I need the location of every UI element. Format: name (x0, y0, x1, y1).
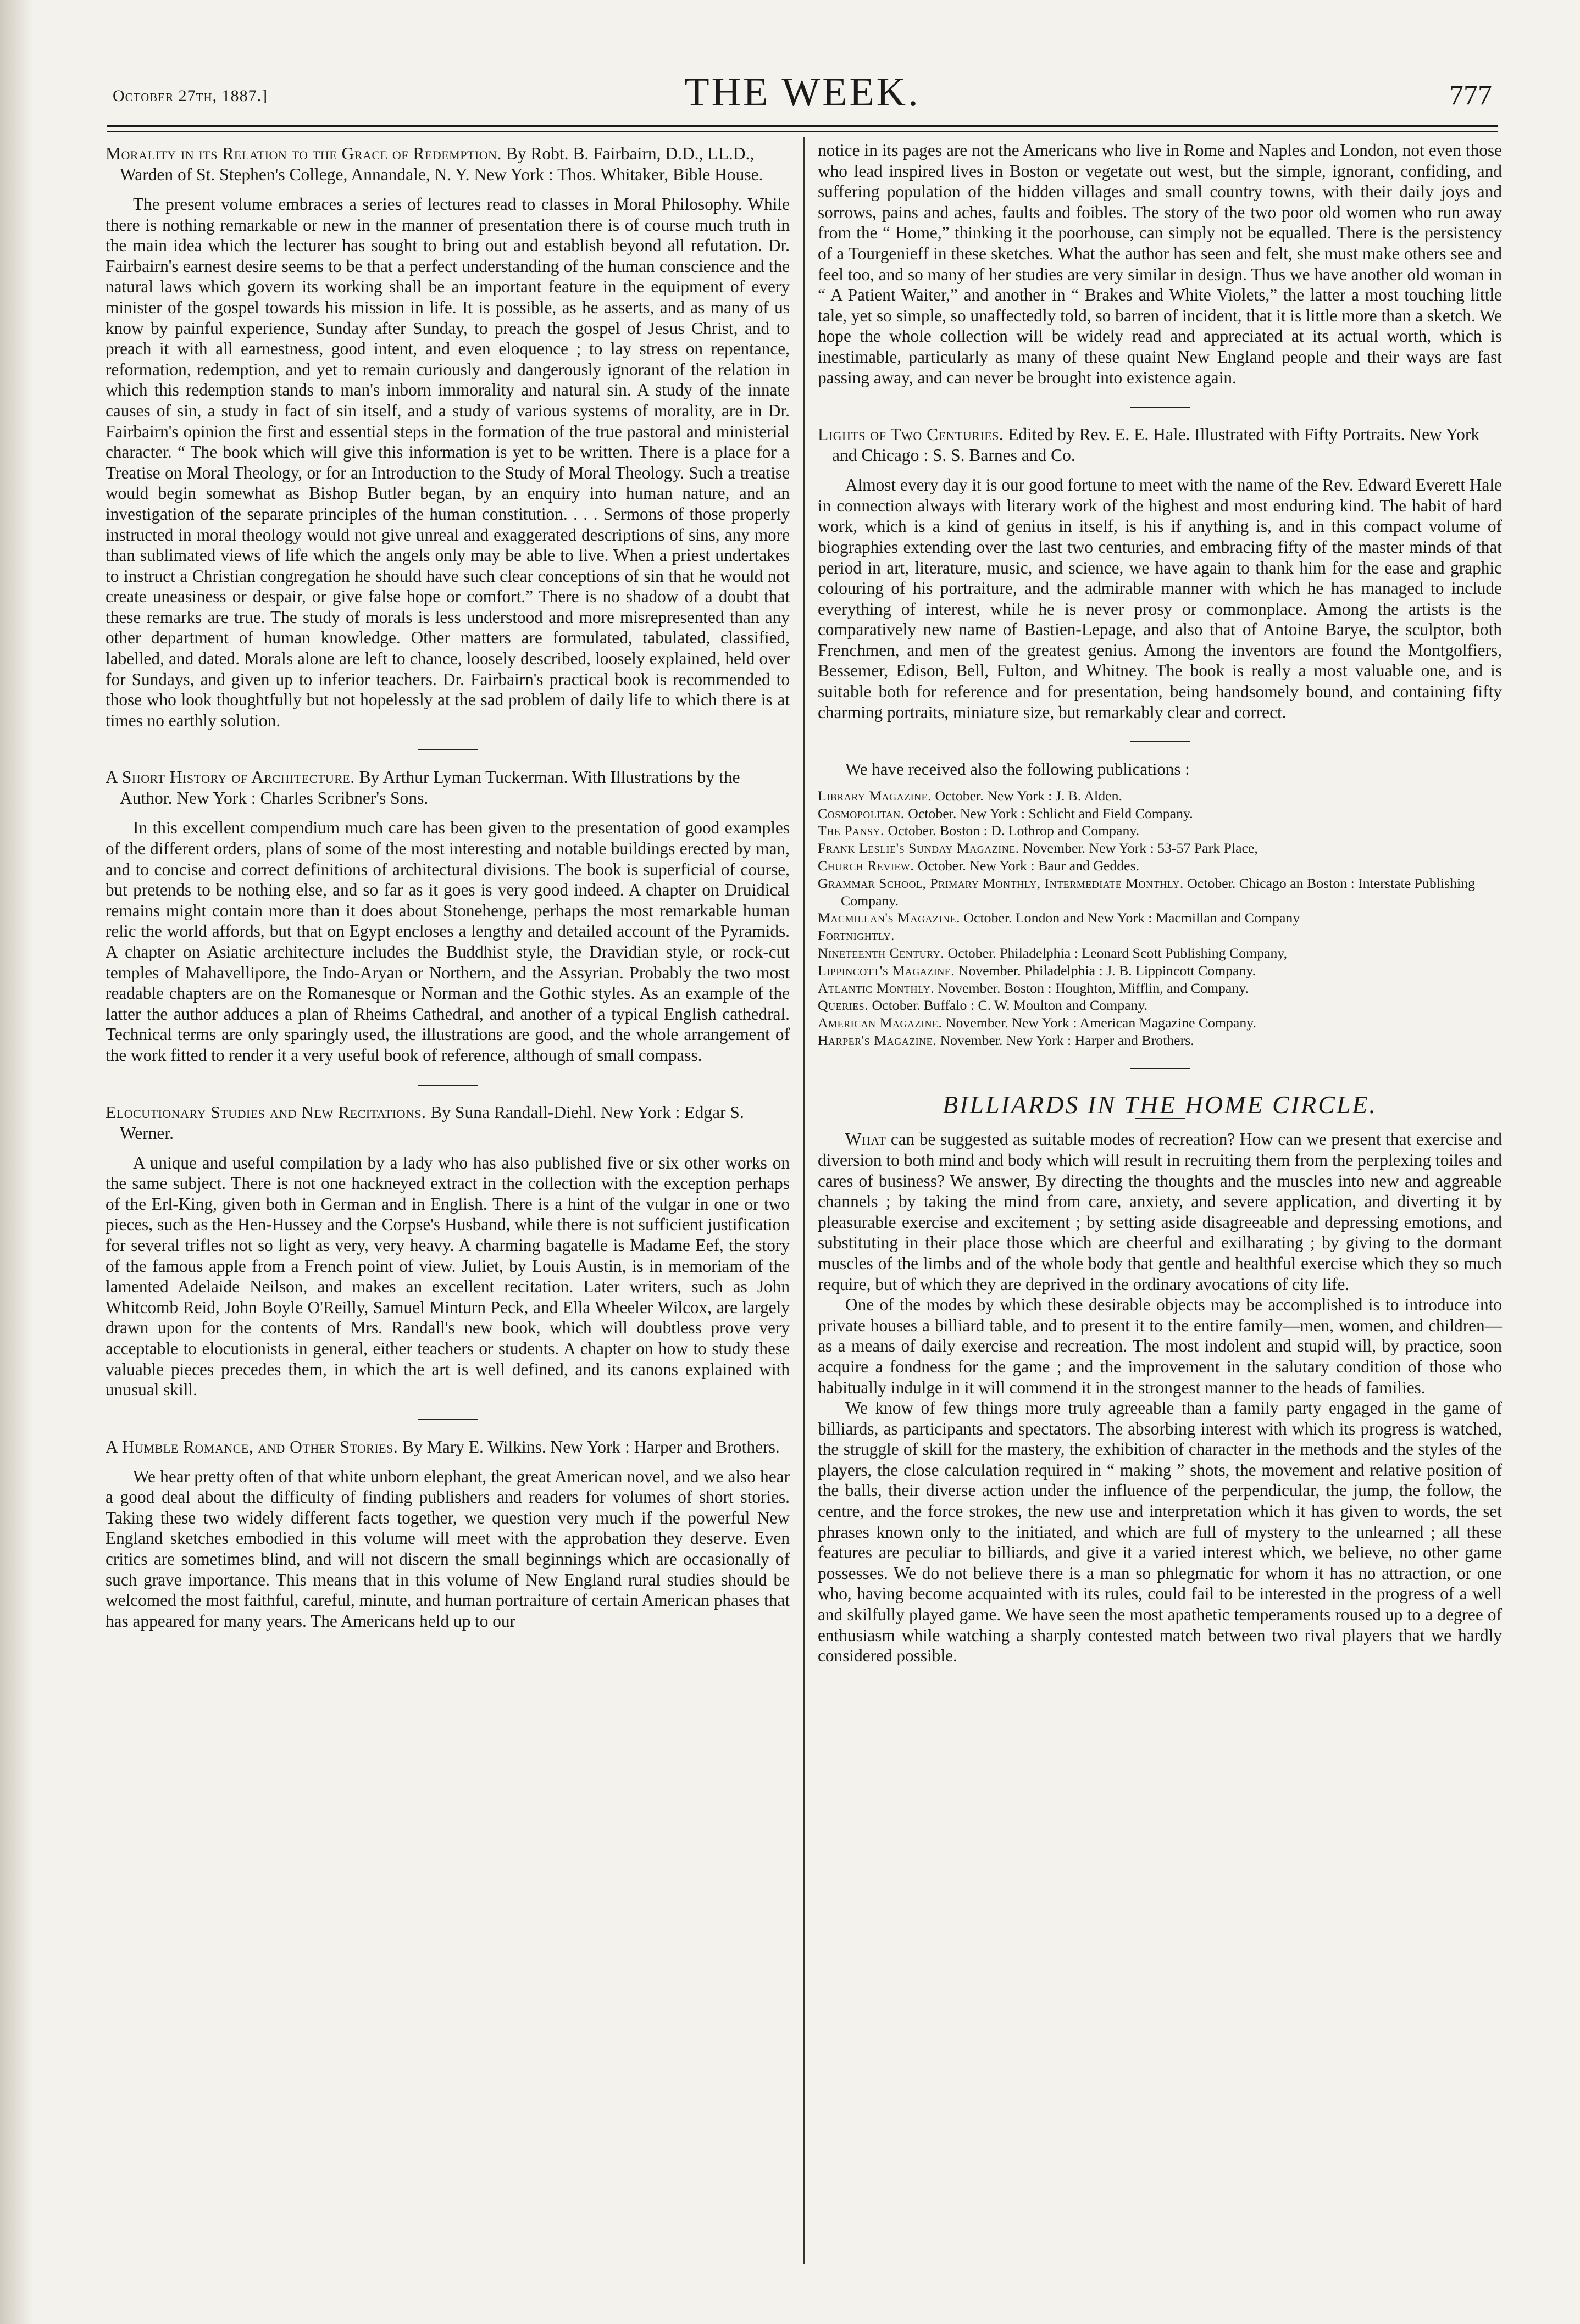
review-paragraph: In this excellent compendium much care has been given to the presentation of good examples of the different orders, plans of some of the most interesting and notable buildings erected by man, and to concise and correct definitions of architectural divisions. The book is superficial of course, but pretends to be nothing else, and so far as it goes is very good indeed. A chapter on Druidical remains might contain more than it does about Stonehenge, perhaps the most remarkable human relic the world affords, but that on Egypt encloses a lengthy and detailed account of the Pyramids. A chapter on Asiatic architecture includes the Buddhist style, the Dravidian style, or rock-cut temples of Mahavellipore, the Indo-Aryan or Northern, and the Assyrian. Probably the two most readable chapters are on the Romanesque or Norman and the Gothic styles. As an example of the latter the author adduces a plan of Rheims Cathedral, and another of a typical English cathedral. Technical terms are only sparingly used, the illustrations are good, and the whole arrangement of the work fitted to render it a very useful book of reference, although of small compass. (106, 818, 790, 1065)
publication-name: Frank Leslie's Sunday Magazine. (818, 840, 1019, 857)
publication-details: November. New York : 53-57 Park Place, (1023, 840, 1258, 857)
separator-rule (1130, 741, 1190, 742)
separator-rule (418, 1085, 478, 1086)
issue-date: October 27th, 1887.] (113, 87, 268, 105)
publication-item (818, 857, 1502, 875)
publication-details: October. Boston : D. Lothrop and Company. (888, 822, 1140, 839)
publication-name: American Magazine. (818, 1015, 943, 1031)
review-title: Elocutionary Studies and New Recitations. (106, 1102, 426, 1122)
publication-details: October. Philadelphia : Leonard Scott Publishing Company, (947, 945, 1288, 961)
review-paragraph-continued: notice in its pages are not the Americans who live in Rome and Naples and London, not even those who lead inspired lives in Boston or vegetate out west, but the simple, ignorant, confiding, and suffering population of the hidden villages and small country towns, with their daily joys and sorrows, pains and aches, faults and foibles. The story of the two poor old women who run away from the “ Home,” thinking it the poorhouse, can simply not be equalled. There is the persistency of a Tourgenieff in these sketches. What the author has seen and felt, she must make others see and feel too, and so many of her studies are very similar in design. Thus we have another old woman in “ A Patient Waiter,” and another in “ Brakes and White Violets,” the latter a most touching little tale, yet so simple, so unaffectedly told, so barren of incident, that it is little more than a sketch. We hope the whole collection will be widely read and appreciated at its actual worth, which is inestimable, particularly as many of these quaint New England people and their ways are fast passing away, and can never be brought into existence again. (818, 141, 1502, 387)
review-heading-morality (106, 143, 790, 185)
publication-item (818, 997, 1502, 1014)
separator-rule (1130, 1068, 1190, 1069)
publication-item (818, 805, 1502, 822)
publication-name: Grammar School, Primary Monthly, Intermediate Monthly. (818, 875, 1184, 891)
review-paragraph: The present volume embraces a series of lectures read to classes in Moral Philosophy. While there is nothing remarkable or new in the manner of presentation there is of course much truth in the main idea which the lecturer has sought to bring out and establish beyond all refutation. Dr. Fairbairn's earnest desire seems to be that a perfect understanding of the human conscience and the natural laws which govern its working shall be an important feature in the equipment of every minister of the gospel towards his mission in life. It is possible, as he asserts, and as many of us know by painful experience, Sunday after Sunday, to preach the gospel of Jesus Christ, and to preach it with all earnestness, good intent, and even eloquence ; to lay stress on repentance, reformation, redemption, and yet to remain curiously and dangerously ignorant of the relation in which this redemption stands to man's inborn immorality and natural sin. A study of the innate causes of sin, a study in fact of sin itself, and a study of various systems of morality, are in Dr. Fairbairn's opinion the first and essential steps in the formation of the true pastoral and ministerial character. “ The book which will give this information is yet to be written. There is a place for a Treatise on Moral Theology, or for an Introduction to the Study of Moral Theology. Such a treatise would begin somewhat as Bishop Butler began, by an enquiry into human nature, and an investigation of the separate principles of the human constitution. . . . Sermons of those properly instructed in moral theology would not give unreal and exaggerated descriptions of sins, any more than sublimated views of life which the angels only may be able to live. When a priest undertakes to instruct a Christian congregation he should have such clear conceptions of sin that he would not create uneasiness or despair, or give false hope or comfort.” There is no shadow of a doubt that these remarks are true. The study of morals is less understood and more misrepresented than any other department of human knowledge. Other matters are formulated, tabulated, classified, labelled, and dated. Morals alone are left to chance, loosely described, loosely explained, held over for Sundays, and given up to inferior teachers. Dr. Fairbairn's practical book is recommended to those who look thoughtfully but not hopelessly at the sad problem of daily life to which there is at times no earthly solution. (106, 194, 790, 730)
scan-shadow (0, 0, 33, 2324)
newspaper-title: THE WEEK. (684, 70, 921, 115)
publication-list (818, 787, 1502, 1049)
review-paragraph: We hear pretty often of that white unborn elephant, the great American novel, and we also hear a good deal about the difficulty of finding publishers and readers for volumes of short stories. Taking these two widely different facts together, we question very much if the powerful New England sketches embodied in this volume will meet with the approbation they deserve. Even critics are sometimes blind, and will not discern the small beginnings which are occasionally of such grave importance. This means that in this volume of New England rural studies should be welcomed the most faithful, careful, minute, and human portraiture of certain American phases that has appeared for many years. The Americans held up to our (106, 1466, 790, 1631)
review-byline: By Robt. B. Fairbairn, D.D., LL.D., Warden of St. Stephen's College, Annandale, N. Y. New York : Thos. Whitaker, Bible House. (120, 144, 763, 184)
separator-rule (418, 749, 478, 750)
publication-details: October. Chicago an Boston : Interstate Publishing Company. (841, 875, 1475, 909)
publication-item (818, 1014, 1502, 1032)
section-title-billiards: BILLIARDS IN THE HOME CIRCLE. (942, 1090, 1378, 1119)
publication-details: November. Philadelphia : J. B. Lippincott Company. (958, 962, 1256, 978)
review-paragraph: Almost every day it is our good fortune to meet with the name of the Rev. Edward Everett Hale in connection always with literary work of the highest and most enduring kind. The habit of hard work, which is a kind of genius in itself, is his if anything is, and in this compact volume of biographies extending over the last two centuries, and embracing fifty of the master minds of that period in art, literature, music, and science, we have again to thank him for the ease and graphic colouring of his portraiture, and the admirable manner with which he has managed to include everything of interest, while he is never prosy or commonplace. Among the artists is the comparatively new name of Bastien-Lepage, and also that of Antoine Barye, the sculptor, both Frenchmen, and men of the greatest genius. Among the inventors are found the Montgolfiers, Bessemer, Edison, Bell, Fulton, and Whitney. The book is really a most valuable one, and is suitable both for reference and for presentation, being handsomely bound, and containing fifty charming portraits, miniature size, but remarkably clear and correct. (818, 475, 1502, 722)
publication-name: The Pansy. (818, 822, 885, 839)
review-heading-lights (818, 424, 1502, 466)
review-title: Lights of Two Centuries. (818, 425, 1004, 444)
publication-item (818, 962, 1502, 980)
received-intro: We have received also the following publications : (845, 759, 1190, 779)
publication-name: Fortnightly. (818, 927, 895, 944)
review-byline: By Suna Randall-Diehl. New York : Edgar S. Werner. (120, 1102, 744, 1143)
separator-rule (418, 1419, 478, 1420)
review-byline: Edited by Rev. E. E. Hale. Illustrated with Fifty Portraits. New York and Chicago : S. S. Barnes and Co. (832, 425, 1480, 465)
review-byline: By Arthur Lyman Tuckerman. With Illustrations by the Author. New York : Charles Scribner's Sons. (120, 768, 740, 808)
publication-name: Nineteenth Century. (818, 945, 945, 961)
left-column (106, 140, 790, 1631)
publication-name: Atlantic Monthly. (818, 980, 935, 996)
publication-name: Library Magazine. (818, 787, 932, 804)
publication-item (818, 875, 1502, 910)
publication-details: October. New York : Baur and Geddes. (917, 858, 1140, 874)
review-title: Morality in its Relation to the Grace of Redemption. (106, 144, 502, 163)
publication-name: Church Review. (818, 858, 914, 874)
article-paragraph: We know of few things more truly agreeable than a family party engaged in the game of billiards, as participants and spectators. The absorbing interest with which its progress is watched, the struggle of skill for the mastery, the exhibition of character in the methods and the styles of the players, the close calculation required in “ making ” shots, the movement and relative position of the balls, their diverse action under the influence of the perpendicular, the jump, the follow, the centre, and the force strokes, the new use and interpretation which it has given to words, the set phrases known only to the initiated, and which are full of mystery to the unlearned ; all these features are peculiar to billiards, and give it a varied interest which, we believe, no other game possesses. We do not believe there is a man so phlegmatic for whom it has no attraction, or one who, having become acquainted with its rules, could fail to be interested in the progress of a well and skilfully played game. We have seen the most apathetic temperaments roused up to a degree of enthusiasm while watching a sharply contested match between two rival players that we hardly considered possible. (818, 1398, 1502, 1666)
article-paragraph: One of the modes by which these desirable objects may be accomplished is to introduce into private houses a billiard table, and to present it to the entire family—men, women, and children—as a means of daily exercise and recreation. The most indolent and stupid will, by practice, soon acquire a fondness for the game ; and the improvement in the salutary condition of those who habitually indulge in it will commend it in the strongest manner to the heads of families. (818, 1295, 1502, 1397)
publication-details: November. New York : American Magazine Company. (945, 1015, 1256, 1031)
publication-name: Macmillan's Magazine. (818, 910, 960, 926)
lead-word: What (845, 1130, 886, 1149)
publication-details: November. Boston : Houghton, Mifflin, and Company. (938, 980, 1249, 996)
publication-item (818, 909, 1502, 927)
review-paragraph: A unique and useful compilation by a lady who has also published five or six other works on the same subject. There is not one hackneyed extract in the collection with the exception perhaps of the Erl-King, given both in German and in English. There is a hint of the vulgar in one or two pieces, such as the Hen-Hussey and the Corpse's Husband, while there is not sufficient justification for several trifles not so light as very, very heavy. A charming bagatelle is Madame Eef, the story of the famous apple from a French point of view. Juliet, by Louis Austin, is in memoriam of the lamented Adelaide Neilson, and makes an excellent recitation. Later writers, such as John Whitcomb Reid, John Boyle O'Reilly, Samuel Minturn Peck, and Ella Wheeler Wilcox, are largely drawn upon for the contents of Mrs. Randall's new book, which will doubtless prove very acceptable to elocutionists in general, either teachers or students. A chapter on how to study these valuable pieces precedes them, in which the art is well defined, and its canons explained with unusual skill. (106, 1153, 790, 1400)
publication-details: October. London and New York : Macmillan and Company (963, 910, 1300, 926)
publication-details: October. New York : Schlicht and Field Company. (908, 805, 1193, 821)
review-title: A Short History of Architecture. (106, 768, 355, 787)
publication-name: Lippincott's Magazine. (818, 962, 955, 978)
publication-item (818, 787, 1502, 805)
right-column (818, 140, 1502, 1666)
publication-item (818, 839, 1502, 857)
review-title: A Humble Romance, and Other Stories. (106, 1437, 398, 1456)
article-paragraph (818, 1129, 1502, 1294)
review-heading-humble-romance (106, 1437, 790, 1458)
publication-item (818, 980, 1502, 997)
publication-item (818, 927, 1502, 944)
publication-details: October. New York : J. B. Alden. (935, 787, 1122, 804)
page-number: 777 (1449, 80, 1492, 111)
publication-item (818, 1032, 1502, 1049)
publication-name: Cosmopolitan. (818, 805, 905, 821)
publication-name: Harper's Magazine. (818, 1032, 937, 1048)
separator-rule (1130, 407, 1190, 408)
masthead-rule-bottom (107, 131, 1498, 132)
review-byline: By Mary E. Wilkins. New York : Harper and Brothers. (402, 1437, 780, 1456)
publication-item (818, 822, 1502, 839)
publication-details: November. New York : Harper and Brothers. (940, 1032, 1194, 1048)
review-heading-elocutionary (106, 1102, 790, 1144)
publication-name: Queries. (818, 997, 869, 1014)
masthead (107, 65, 1498, 125)
publication-details: October. Buffalo : C. W. Moulton and Company. (872, 997, 1148, 1014)
column-divider (803, 137, 805, 2264)
publication-item (818, 944, 1502, 962)
masthead-rule-top (107, 125, 1498, 127)
article-paragraph-text: can be suggested as suitable modes of recreation? How can we present that exercise and diversion to both mind and body which will result in recruiting them from the perplexing toiles and cares of business? We answer, By directing the thoughts and the muscles into new and aggreable channels ; by taking the mind from care, anxiety, and severe application, and diverting it by pleasurable exercise and excitement ; by setting aside disagreeable and depressing emotions, and substituting in their place those which are cheerful and exilharating ; by giving to the dormant muscles of the limbs and of the whole body that gentle and healthful exercise which they so much require, but of which they are deprived in the ordinary avocations of city life. (818, 1130, 1502, 1294)
review-heading-architecture (106, 767, 790, 809)
